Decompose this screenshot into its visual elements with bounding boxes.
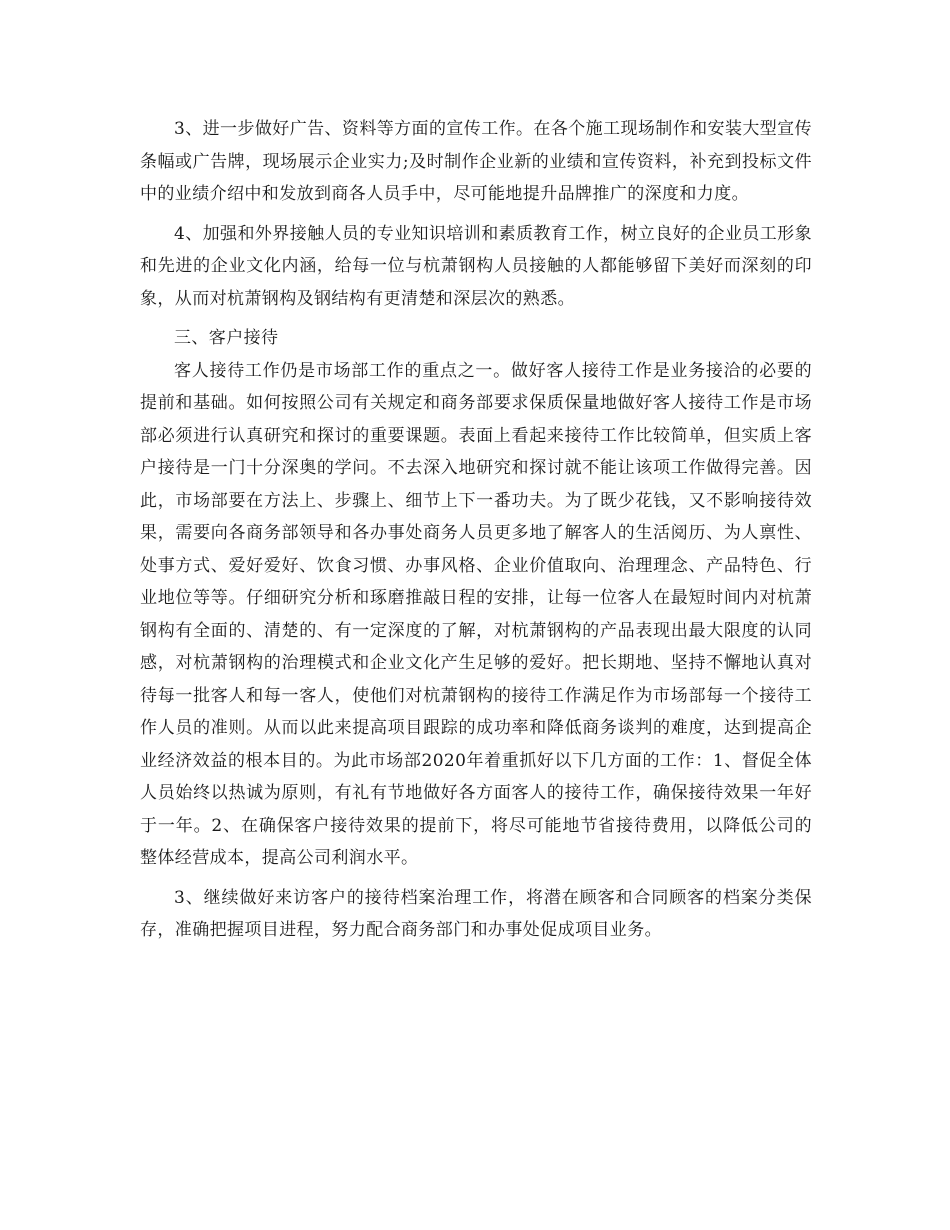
document-body	[140, 113, 812, 947]
section-heading-customer-reception: 三、客户接待	[174, 328, 279, 348]
paragraph-publicity-work: 3、进一步做好广告、资料等方面的宣传工作。在各个施工现场制作和安装大型宣传条幅或广告牌，现场展示企业实力;及时制作企业新的业绩和宣传资料，补充到投标文件中的业绩介绍中和发放到商各人员手中，尽可能地提升品牌推广的深度和力度。	[140, 119, 812, 204]
paragraph-reception-archives: 3、继续做好来访客户的接待档案治理工作，将潜在顾客和合同顾客的档案分类保存，准确把握项目进程，努力配合商务部门和办事处促成项目业务。	[140, 887, 812, 940]
paragraph-reception-overview: 客人接待工作仍是市场部工作的重点之一。做好客人接待工作是业务接洽的必要的提前和基础。如何按照公司有关规定和商务部要求保质保量地做好客人接待工作是市场部必须进行认真研究和探讨的重要课题。表面上看起来接待工作比较简单，但实质上客户接待是一门十分深奥的学问。不去深入地研究和探讨就不能让该项工作做得完善。因此，市场部要在方法上、步骤上、细节上下一番功夫。为了既少花钱，又不影响接待效果，需要向各商务部领导和各办事处商务人员更多地了解客人的生活阅历、为人禀性、处事方式、爱好爱好、饮食习惯、办事风格、企业价值取向、治理理念、产品特色、行业地位等等。仔细研究分析和琢磨推敲日程的安排，让每一位客人在最短时间内对杭萧钢构有全面的、清楚的、有一定深度的了解，对杭萧钢构的产品表现出最大限度的认同感，对杭萧钢构的治理模式和企业文化产生足够的爱好。把长期地、坚持不懈地认真对待每一批客人和每一客人，使他们对杭萧钢构的接待工作满足作为市场部每一个接待工作人员的准则。从而以此来提高项目跟踪的成功率和降低商务谈判的难度，达到提高企业经济效益的根本目的。为此市场部2020年着重抓好以下几方面的工作：1、督促全体人员始终以热诚为原则，有礼有节地做好各方面客人的接待工作，确保接待效果一年好于一年。2、在确保客户接待效果的提前下，将尽可能地节省接待费用，以降低公司的整体经营成本，提高公司利润水平。	[140, 360, 812, 868]
paragraph-staff-training: 4、加强和外界接触人员的专业知识培训和素质教育工作，树立良好的企业员工形象和先进的企业文化内涵，给每一位与杭萧钢构人员接触的人都能够留下美好而深刻的印象，从而对杭萧钢构及钢结构有更清楚和深层次的熟悉。	[140, 223, 812, 309]
